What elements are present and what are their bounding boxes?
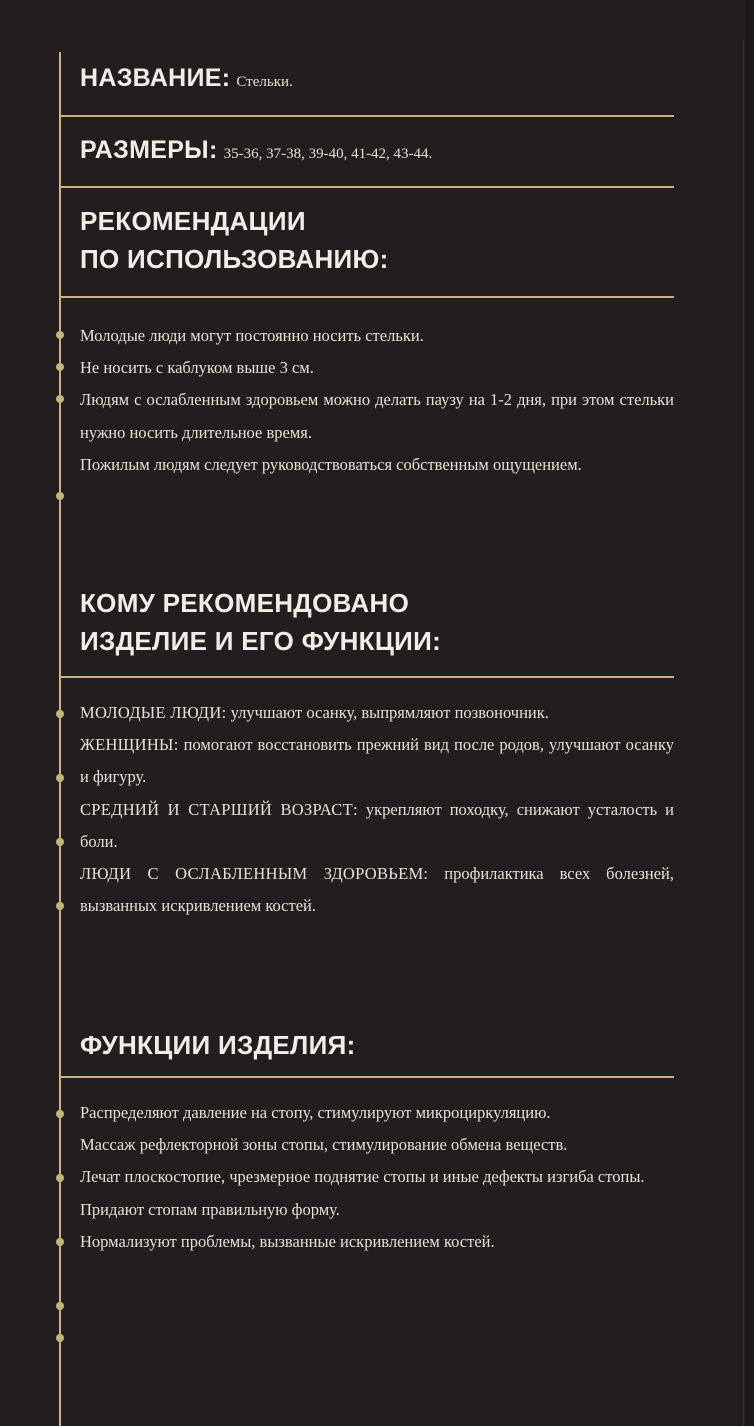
- bullet-tick: [56, 492, 64, 500]
- bullet-tick: [56, 331, 64, 339]
- group-text: помогают восстановить прежний вид после родов, улучшают осанку и фигуру.: [80, 735, 675, 787]
- sizes-label: РАЗМЕРЫ:: [80, 136, 218, 164]
- bullet-tick: [56, 838, 64, 846]
- list-item: Массаж рефлекторной зоны стопы, стимулирование обмена веществ.: [80, 1135, 568, 1155]
- group-text: укрепляют походку, снижают усталость и боли.: [80, 799, 674, 851]
- divider: [59, 186, 674, 188]
- bullet-tick: [56, 1238, 64, 1246]
- divider: [59, 676, 674, 678]
- usage-heading-line-2: ПО ИСПОЛЬЗОВАНИЮ:: [80, 244, 389, 274]
- bullet-tick: [56, 363, 64, 371]
- list-item: [80, 697, 674, 729]
- bullet-tick: [56, 1302, 64, 1310]
- recommended-heading: [80, 584, 441, 660]
- divider: [59, 1076, 674, 1078]
- bullet-tick: [56, 902, 64, 910]
- list-item: [80, 858, 674, 922]
- vertical-accent-line: [59, 52, 61, 1426]
- functions-heading: ФУНКЦИИ ИЗДЕЛИЯ:: [80, 1030, 356, 1060]
- usage-heading-line-1: РЕКОМЕНДАЦИИ: [80, 206, 306, 236]
- list-item: Нормализуют проблемы, вызванные искривлением костей.: [80, 1231, 495, 1251]
- sizes-row: [80, 136, 432, 165]
- group-label: МОЛОДЫЕ ЛЮДИ:: [80, 703, 227, 722]
- list-item: [80, 794, 674, 858]
- divider: [59, 296, 674, 298]
- name-value: Стельки.: [236, 74, 293, 90]
- name-row: [80, 64, 293, 93]
- bullet-tick: [56, 774, 64, 782]
- functions-list: [80, 1097, 674, 1258]
- list-item: Пожилым людям следует руководствоваться собственным ощущением.: [80, 454, 582, 474]
- list-item: Молодые люди могут постоянно носить стельки.: [80, 326, 424, 345]
- list-item: [80, 729, 674, 793]
- recommended-heading-line-2: ИЗДЕЛИЕ И ЕГО ФУНКЦИИ:: [80, 626, 442, 656]
- bullet-tick: [56, 1110, 64, 1118]
- group-text: улучшают осанку, выпрямляют позвоночник.: [230, 703, 549, 722]
- recommended-heading-line-1: КОМУ РЕКОМЕНДОВАНО: [80, 588, 410, 618]
- group-label: ЛЮДИ С ОСЛАБЛЕННЫМ ЗДОРОВЬЕМ:: [80, 864, 429, 884]
- list-item: Не носить с каблуком выше 3 см.: [80, 358, 314, 378]
- recommended-list: [80, 697, 674, 922]
- list-item: Придают стопам правильную форму.: [80, 1199, 340, 1219]
- page-edge-line: [743, 40, 744, 1426]
- group-label: СРЕДНИЙ И СТАРШИЙ ВОЗРАСТ:: [80, 799, 358, 819]
- group-label: ЖЕНЩИНЫ:: [80, 735, 179, 755]
- bullet-tick: [56, 710, 64, 718]
- usage-heading: [80, 202, 389, 278]
- usage-list: [80, 320, 674, 481]
- list-item: Людям с ослабленным здоровьем можно делать паузу на 1-2 дня, при этом стельки нужно носить длительное время.: [80, 390, 674, 442]
- name-label: НАЗВАНИЕ:: [80, 64, 231, 92]
- list-item: Лечат плоскостопие, чрезмерное поднятие стопы и иные дефекты изгиба стопы.: [80, 1167, 645, 1187]
- bullet-tick: [56, 1334, 64, 1342]
- sizes-value: 35-36, 37-38, 39-40, 41-42, 43-44.: [223, 146, 433, 162]
- page-edge: [746, 0, 754, 1426]
- list-item: Распределяют давление на стопу, стимулируют микроциркуляцию.: [80, 1103, 551, 1122]
- divider: [59, 115, 674, 117]
- bullet-tick: [56, 395, 64, 403]
- group-text: профилактика всех болезней, вызванных искривлением костей.: [80, 864, 674, 916]
- bullet-tick: [56, 1174, 64, 1182]
